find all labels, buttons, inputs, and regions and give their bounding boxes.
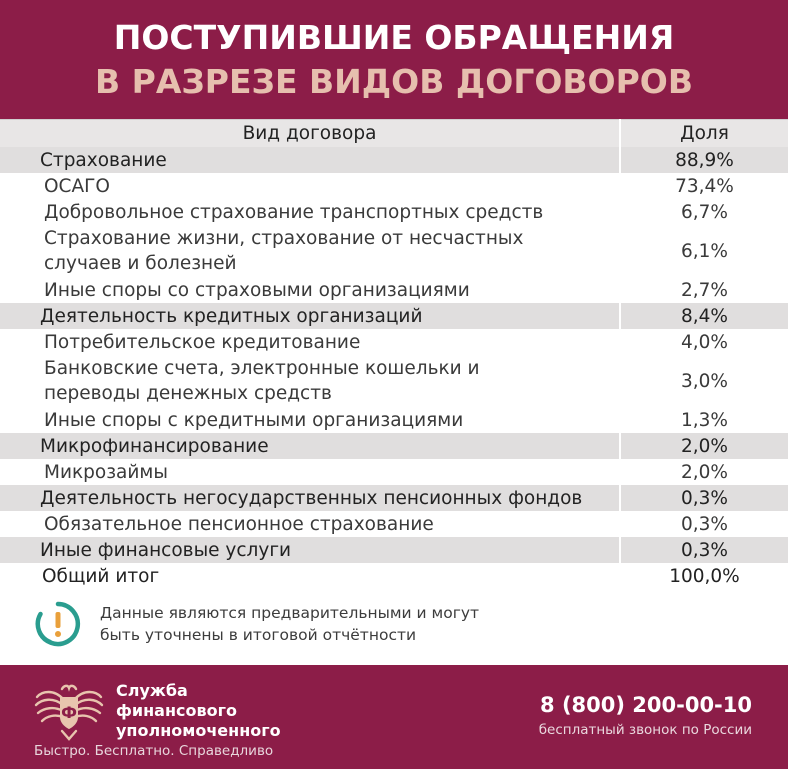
share-cell: 100,0% xyxy=(620,563,788,589)
share-cell: 0,3% xyxy=(620,511,788,537)
column-header-type: Вид договора xyxy=(0,120,620,148)
contract-type-cell: Деятельность негосударственных пенсионных фондов xyxy=(0,485,620,511)
table-group-row xyxy=(0,147,788,173)
contracts-table xyxy=(0,119,788,589)
contract-type-cell: Банковские счета, электронные кошельки и переводы денежных средств xyxy=(0,355,620,407)
exclamation-circle-icon xyxy=(34,600,82,648)
contract-type-cell: Страхование жизни, страхование от несчастных случаев и болезней xyxy=(0,225,620,277)
page-subtitle: В РАЗРЕЗЕ ВИДОВ ДОГОВОРОВ xyxy=(95,62,693,101)
disclaimer-text xyxy=(100,602,660,646)
table-group-row xyxy=(0,433,788,459)
table-body xyxy=(0,147,788,589)
share-cell: 3,0% xyxy=(620,355,788,407)
contract-type-cell: Страхование xyxy=(0,147,620,173)
contract-type-cell: Обязательное пенсионное страхование xyxy=(0,511,620,537)
disclaimer-line-2: быть уточнены в итоговой отчётности xyxy=(100,626,417,644)
contract-type-cell: Потребительское кредитование xyxy=(0,329,620,355)
logo-text xyxy=(116,681,316,741)
hotline-note: бесплатный звонок по России xyxy=(538,722,752,738)
table-row xyxy=(0,329,788,355)
share-cell: 88,9% xyxy=(620,147,788,173)
contract-type-cell: Добровольное страхование транспортных средств xyxy=(0,199,620,225)
share-cell: 8,4% xyxy=(620,303,788,329)
table-group-row xyxy=(0,303,788,329)
logo-line-1: Служба xyxy=(116,681,188,700)
slogan: Быстро. Бесплатно. Справедливо xyxy=(34,743,274,759)
share-cell: 4,0% xyxy=(620,329,788,355)
contract-type-cell: Микрозаймы xyxy=(0,459,620,485)
share-cell: 2,0% xyxy=(620,459,788,485)
table-row xyxy=(0,407,788,433)
table-group-row xyxy=(0,485,788,511)
disclaimer-note xyxy=(34,600,734,650)
contract-type-cell: ОСАГО xyxy=(0,173,620,199)
table-total-row xyxy=(0,563,788,589)
contract-type-cell: Иные споры со страховыми организациями xyxy=(0,277,620,303)
page-title: ПОСТУПИВШИЕ ОБРАЩЕНИЯ xyxy=(113,18,675,57)
share-cell: 2,0% xyxy=(620,433,788,459)
table-row xyxy=(0,277,788,303)
disclaimer-line-1: Данные являются предварительными и могут xyxy=(100,604,480,622)
table-group-row xyxy=(0,537,788,563)
footer-banner xyxy=(0,665,788,769)
contract-type-cell: Деятельность кредитных организаций xyxy=(0,303,620,329)
logo-line-3: уполномоченного xyxy=(116,721,281,740)
share-cell: 0,3% xyxy=(620,485,788,511)
header-banner xyxy=(0,0,788,119)
contract-type-cell: Микрофинансирование xyxy=(0,433,620,459)
table-row xyxy=(0,173,788,199)
contract-type-cell: Общий итог xyxy=(0,563,620,589)
svg-text:Ф: Ф xyxy=(61,703,77,722)
share-cell: 0,3% xyxy=(620,537,788,563)
share-cell: 73,4% xyxy=(620,173,788,199)
share-cell: 1,3% xyxy=(620,407,788,433)
table-row xyxy=(0,459,788,485)
table-header-row xyxy=(0,120,788,148)
table-row xyxy=(0,355,788,407)
hotline-phone[interactable]: 8 (800) 200-00-10 xyxy=(540,693,752,717)
column-header-share: Доля xyxy=(620,120,788,148)
table-row xyxy=(0,511,788,537)
share-cell: 2,7% xyxy=(620,277,788,303)
contract-type-cell: Иные споры с кредитными организациями xyxy=(0,407,620,433)
table-row xyxy=(0,225,788,277)
logo-line-2: финансового xyxy=(116,701,237,720)
share-cell: 6,1% xyxy=(620,225,788,277)
contract-type-cell: Иные финансовые услуги xyxy=(0,537,620,563)
table-row xyxy=(0,199,788,225)
eagle-emblem-icon xyxy=(34,681,104,741)
share-cell: 6,7% xyxy=(620,199,788,225)
